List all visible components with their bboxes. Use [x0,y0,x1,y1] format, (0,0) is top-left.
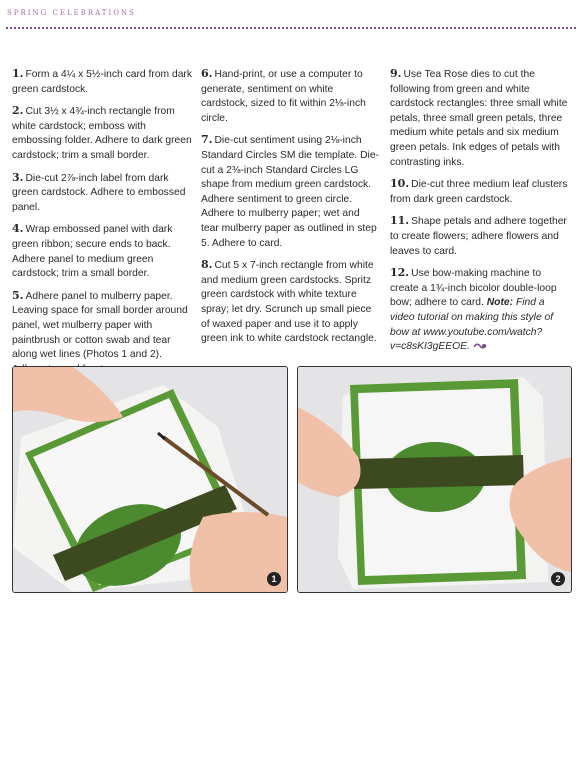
end-mark-icon [473,342,487,350]
photo-1 [12,366,288,593]
step-text: Shape petals and adhere together to create flowers; adhere flowers and leaves to card. [390,216,567,257]
note-text: Find a video tutorial on making this style of bow at www.youtube.com/watch?v=c8sKI3gEEOE. [390,297,554,353]
instructions-column-1 [12,67,192,384]
step-number: 12. [390,266,410,280]
step-2 [12,104,192,163]
step-7 [201,133,379,251]
step-text: Hand-print, or use a computer to generate, sentiment on white cardstock, sized to fit within 2⅛-inch circle. [201,69,366,124]
step-11 [390,214,572,259]
step-number: 1. [12,67,24,80]
step-text: Use Tea Rose dies to cut the following from green and white cardstock rectangles: three small white petals, three small green petals, three medium white petals and six medium green petals. Ink edges of petals with contrasting inks. [390,69,568,168]
step-text: Die-cut sentiment using 2⅛-inch Standard Circles SM die template. Die-cut a 2⅜-inch Standard Circles LG shape from medium green cardstock. Adhere sentiment to green circle. Adhere to mulberry paper; wet and tear mulberry paper as outlined in step 5. Adhere to card. [201,135,379,249]
step-number: 10. [390,177,410,191]
step-number: 6. [201,67,213,80]
instructions-column-3 [390,67,572,362]
step-4 [12,222,192,281]
step-number: 3. [12,170,24,184]
step-text: Use bow-making machine to create a 1¾-inch bicolor double-loop bow; adhere to card. [390,268,557,309]
step-12 [390,266,572,355]
step-number: 9. [390,67,402,80]
step-1 [12,67,192,97]
step-number: 7. [201,133,213,147]
step-text: Die-cut three medium leaf clusters from dark green cardstock. [390,179,568,205]
photo-number-badge: 1 [267,572,281,586]
step-text: Adhere panel to mulberry paper. Leaving space for small border around panel, wet mulberry paper with paintbrush or cotton swab and tear along wet lines (Photos 1 and 2). [12,290,188,361]
photo-2 [297,366,572,593]
step-3 [12,171,192,216]
photo-1-illustration [13,367,287,592]
instructions-column-2 [201,67,379,354]
step-8 [201,258,379,347]
step-text: Wrap embossed panel with dark green ribbon; secure ends to back. Adhere panel to medium green cardstock; trim a small border. [12,224,173,280]
step-number: 5. [12,288,24,302]
step-number: 8. [201,258,213,272]
photo-2-illustration [298,367,571,592]
step-6 [201,67,379,126]
section-header: SPRING CELEBRATIONS [7,9,136,17]
step-10 [390,177,572,207]
step-9 [390,67,572,170]
note-label: Note: [486,297,514,309]
step-text: Cut 5 x 7-inch rectangle from white and medium green cardstocks. Spritz green cardstock with white texture spray; let dry. Scrunch up small piece of waxed paper and use it to apply green ink to white cardstock rectangle. [201,260,377,345]
photo-number-badge: 2 [551,572,565,586]
step-number: 4. [12,222,24,236]
step-number: 2. [12,104,24,118]
step-text: Cut 3½ x 4¾-inch rectangle from white cardstock; emboss with embossing folder. Adhere to dark green cardstock; trim a small border. [12,106,192,161]
step-number: 11. [390,214,410,228]
dotted-divider [6,27,576,29]
step-text: Die-cut 2⅞-inch label from dark green cardstock. Adhere to embossed panel. [12,172,186,213]
step-text: Form a 4¼ x 5½-inch card from dark green cardstock. [12,69,193,95]
step-5 [12,289,192,378]
